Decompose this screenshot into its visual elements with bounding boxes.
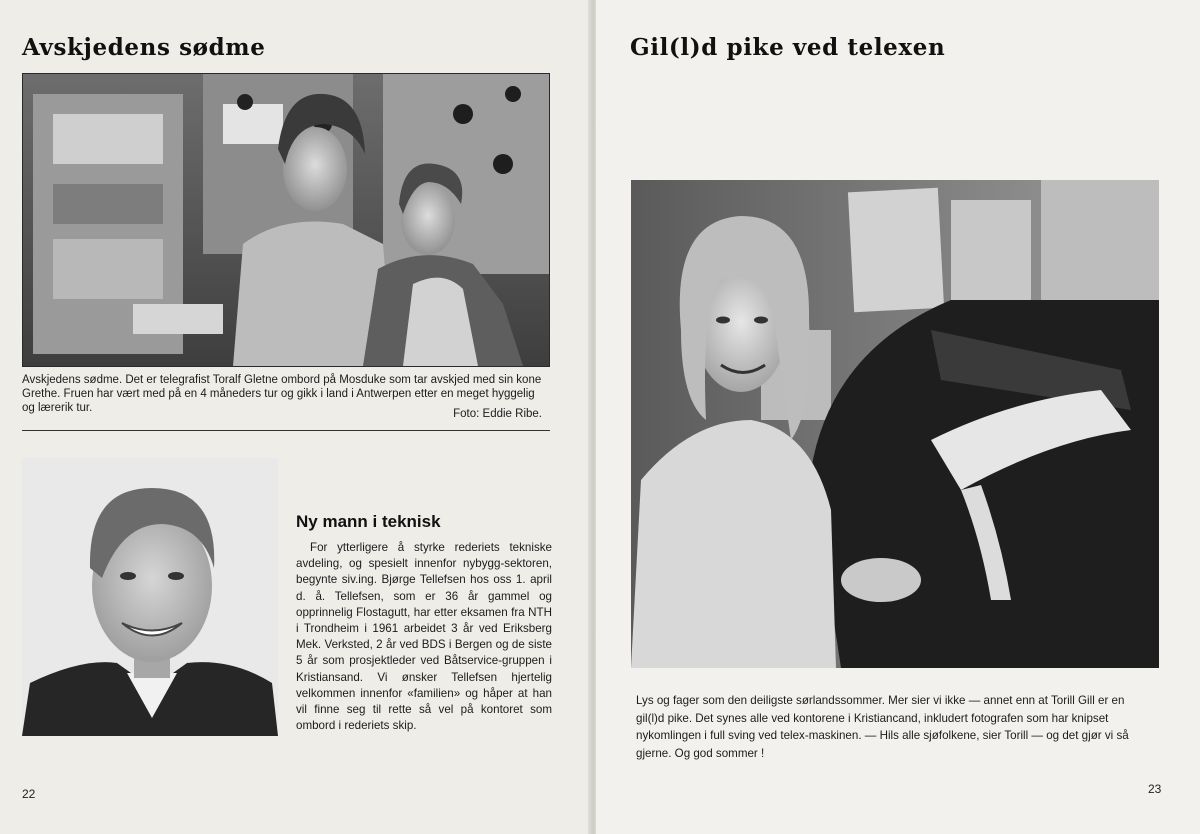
photo-credit: Foto: Eddie Ribe. — [453, 408, 542, 420]
farewell-photo — [22, 73, 550, 367]
farewell-caption: Avskjedens sødme. Det er telegrafist Toralf Gletne ombord på Mosduke som tar avskjed med sin kone Grethe. Fruen har vært med på en 4 måneders tur og gikk i land i Antwerpen etter en meget hyggelig og lærerik tur. — [22, 374, 542, 414]
right-headline: Gil(l)d pike ved telexen — [630, 34, 946, 61]
telex-caption: Lys og fager som den deiligste sørlandssommer. Mer sier vi ikke — annet enn at Torill Gill er en gil(l)d pike. Det synes alle ved kontorene i Kristiancand, inkludert fotografen som har knipset nykomlingen i full sving ved telex-maskinen. — Hils alle sjøfolkene, sier Torill — og det gjør vi så gjerne. Og god sommer ! — [636, 694, 1129, 760]
article-title: Ny mann i teknisk — [296, 512, 441, 531]
page-number-right: 23 — [1148, 782, 1162, 796]
telex-photo — [631, 180, 1159, 668]
left-headline: Avskjedens sødme — [22, 34, 266, 61]
left-page — [0, 0, 592, 834]
right-page — [596, 0, 1200, 834]
portrait-photo — [22, 458, 278, 736]
section-divider — [22, 430, 550, 431]
article-body: For ytterligere å styrke rederiets tekniske avdeling, og spesielt innenfor nybygg-sektoren, begynte siv.ing. Bjørge Tellefsen hos oss 1. april d. å. Tellefsen, som er 36 år gammel og opprinnelig Flostagutt, har etter eksamen fra NTH i Trondheim i 1961 arbeidet 3 år ved Eriksberg Mek. Verksted, 2 år ved BDS i Bergen og de siste 5 år som prosjektleder ved Båtservice-gruppen i Kristiansand. Vi ønsker Tellefsen hjertelig velkommen innenfor «familien» og håper at han vil finne seg til rette så vel på kontoret som ombord i rederiets skip. — [296, 541, 552, 733]
page-number-left: 22 — [22, 787, 36, 801]
